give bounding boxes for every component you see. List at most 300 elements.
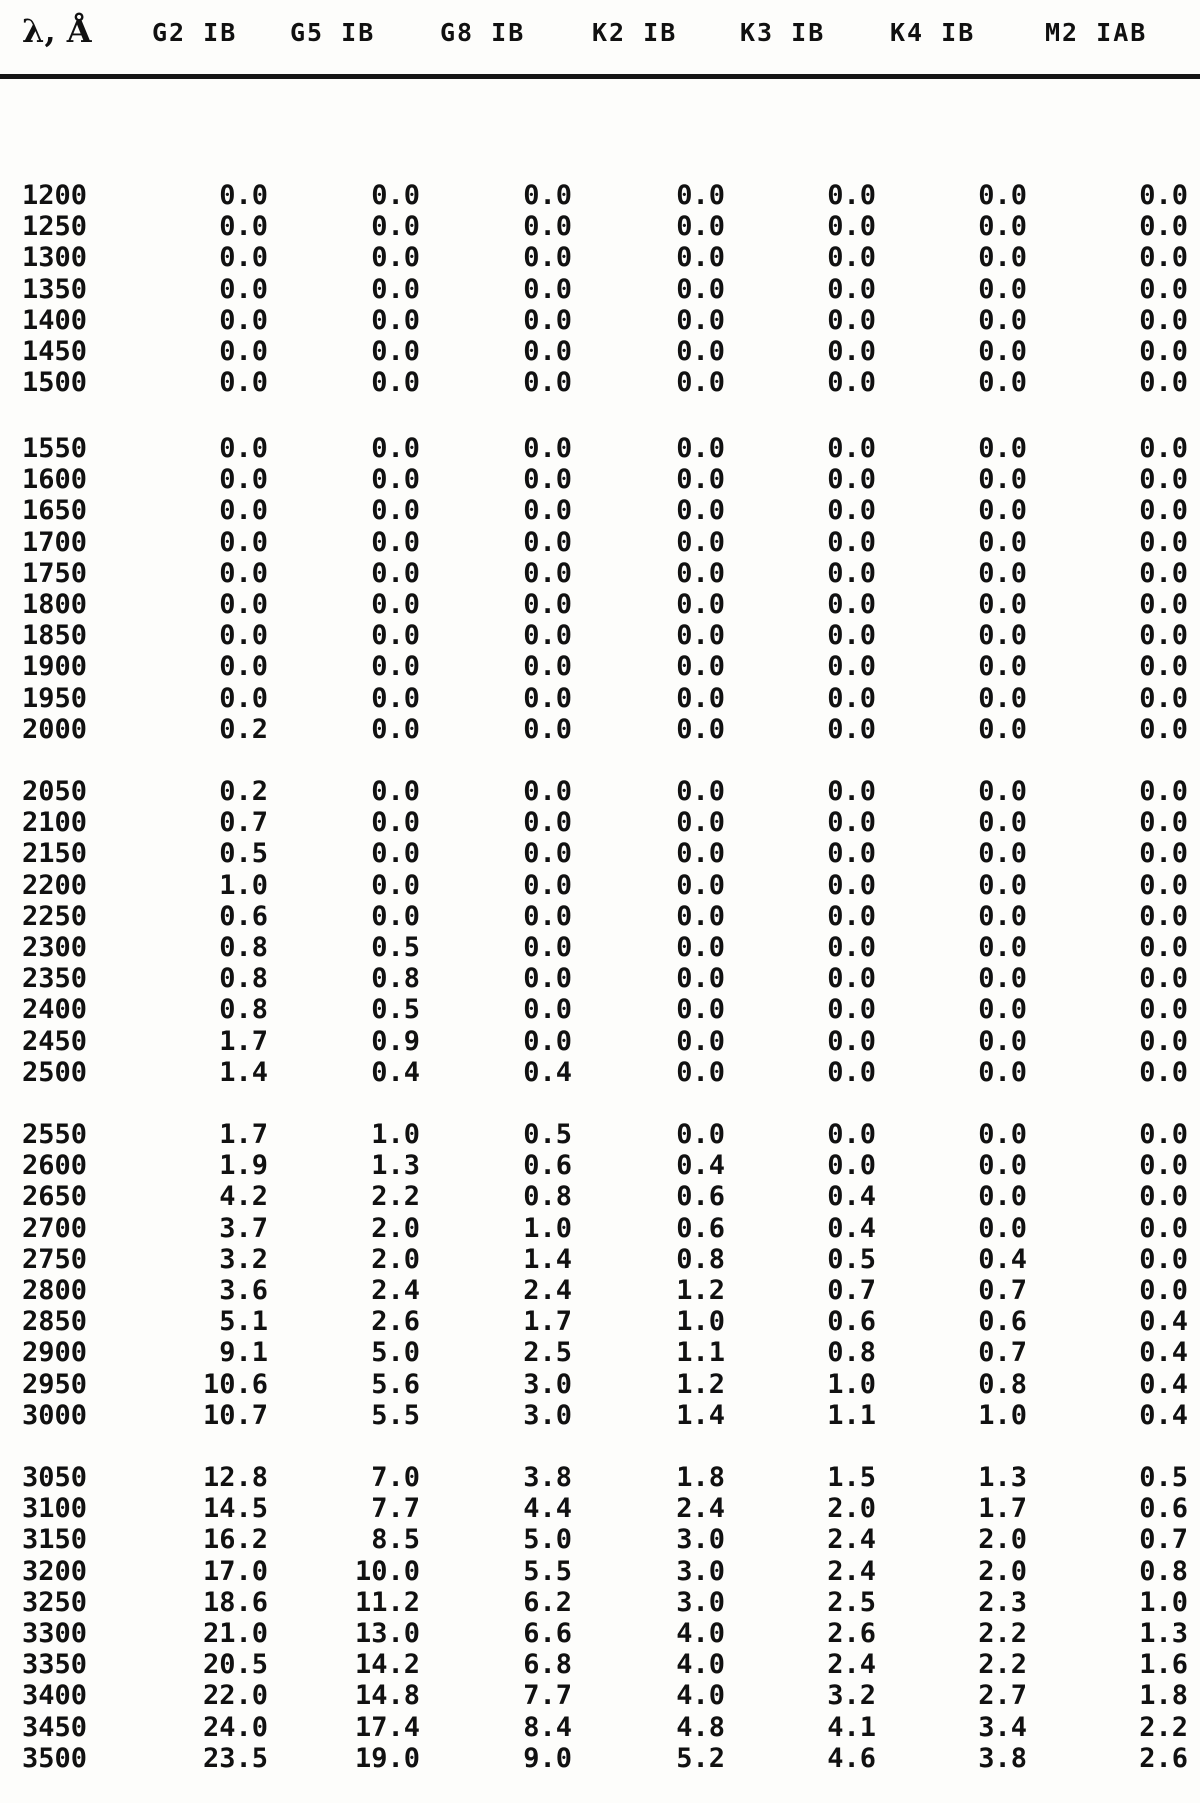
value-cell: 2.4 <box>827 1524 876 1556</box>
wavelength-cell: 1850 <box>22 620 88 652</box>
value-cell: 0.8 <box>219 932 268 963</box>
value-cell: 0.8 <box>371 963 420 995</box>
value-cell: 0.0 <box>371 589 420 620</box>
value-cell: 0.0 <box>371 713 420 745</box>
value-cell: 12.8 <box>202 1462 268 1493</box>
value-cell: 1.3 <box>371 1150 420 1182</box>
value-cell: 0.0 <box>676 336 725 367</box>
value-cell: 0.0 <box>827 336 876 367</box>
value-cell: 2.6 <box>371 1306 420 1338</box>
value-cell: 0.0 <box>523 526 572 558</box>
value-cell: 0.0 <box>1139 336 1188 367</box>
value-cell: 0.7 <box>978 1275 1027 1306</box>
value-cell: 3.6 <box>219 1275 268 1306</box>
wavelength-cell: 1900 <box>22 651 88 683</box>
value-cell: 6.6 <box>523 1618 572 1649</box>
value-cell: 0.0 <box>523 367 572 399</box>
value-cell: 0.0 <box>1139 1150 1188 1182</box>
table-row <box>0 495 1200 526</box>
wavelength-cell: 2550 <box>22 1119 88 1150</box>
value-cell: 2.4 <box>827 1649 876 1681</box>
value-cell: 10.6 <box>202 1368 268 1400</box>
table-row <box>0 963 1200 994</box>
value-cell: 0.0 <box>371 620 420 652</box>
value-cell: 0.0 <box>676 180 725 211</box>
value-cell: 0.0 <box>523 180 572 211</box>
value-cell: 0.0 <box>371 869 420 901</box>
value-cell: 0.0 <box>827 526 876 558</box>
value-cell: 4.0 <box>676 1618 725 1649</box>
value-cell: 2.5 <box>827 1586 876 1618</box>
value-cell: 3.4 <box>978 1711 1027 1743</box>
value-cell: 3.7 <box>219 1212 268 1244</box>
value-cell: 14.5 <box>202 1493 268 1525</box>
wavelength-cell: 2500 <box>22 1056 88 1088</box>
value-cell: 1.4 <box>676 1399 725 1431</box>
wavelength-cell: 2700 <box>22 1212 88 1244</box>
value-cell: 0.0 <box>1139 1243 1188 1275</box>
value-cell: 19.0 <box>354 1742 420 1774</box>
value-cell: 0.0 <box>827 651 876 683</box>
table-row <box>0 807 1200 838</box>
wavelength-cell: 3000 <box>22 1399 88 1431</box>
table-row <box>0 336 1200 367</box>
value-cell: 0.0 <box>827 932 876 963</box>
table-row <box>0 305 1200 336</box>
value-cell: 0.0 <box>1139 807 1188 839</box>
value-cell: 0.0 <box>523 589 572 620</box>
value-cell: 1.8 <box>676 1462 725 1493</box>
wavelength-cell: 2850 <box>22 1306 88 1338</box>
value-cell: 20.5 <box>202 1649 268 1681</box>
value-cell: 21.0 <box>202 1618 268 1649</box>
value-cell: 0.0 <box>371 900 420 932</box>
value-cell: 2.3 <box>978 1586 1027 1618</box>
value-cell: 3.2 <box>219 1243 268 1275</box>
value-cell: 0.0 <box>978 1119 1027 1150</box>
value-cell: 0.8 <box>523 1181 572 1213</box>
value-cell: 0.0 <box>978 776 1027 807</box>
value-cell: 14.8 <box>354 1680 420 1712</box>
value-cell: 0.0 <box>523 433 572 464</box>
value-cell: 0.0 <box>371 433 420 464</box>
value-cell: 0.0 <box>523 838 572 870</box>
table-row <box>0 1369 1200 1400</box>
table-row <box>0 1275 1200 1306</box>
table-row <box>0 683 1200 714</box>
value-cell: 0.6 <box>1139 1493 1188 1525</box>
value-cell: 0.4 <box>827 1212 876 1244</box>
value-cell: 0.0 <box>978 963 1027 995</box>
value-cell: 0.0 <box>1139 776 1188 807</box>
value-cell: 0.0 <box>827 495 876 527</box>
value-cell: 0.0 <box>523 776 572 807</box>
value-cell: 0.0 <box>827 900 876 932</box>
wavelength-cell: 3300 <box>22 1618 88 1649</box>
value-cell: 0.0 <box>523 242 572 274</box>
wavelength-cell: 2250 <box>22 900 88 932</box>
value-cell: 18.6 <box>202 1586 268 1618</box>
value-cell: 1.0 <box>1139 1586 1188 1618</box>
value-cell: 0.0 <box>219 336 268 367</box>
value-cell: 5.5 <box>523 1555 572 1587</box>
value-cell: 2.4 <box>371 1275 420 1306</box>
value-cell: 1.2 <box>676 1275 725 1306</box>
value-cell: 1.0 <box>219 869 268 901</box>
value-cell: 0.0 <box>978 838 1027 870</box>
value-cell: 1.7 <box>523 1306 572 1338</box>
value-cell: 2.6 <box>827 1618 876 1649</box>
header-wavelength: λ, Å <box>22 12 92 50</box>
value-cell: 2.6 <box>1139 1742 1188 1774</box>
value-cell: 2.2 <box>1139 1711 1188 1743</box>
table-row <box>0 1556 1200 1587</box>
value-cell: 0.0 <box>371 273 420 305</box>
value-cell: 1.0 <box>371 1119 420 1150</box>
value-cell: 1.3 <box>978 1462 1027 1493</box>
value-cell: 0.0 <box>978 367 1027 399</box>
value-cell: 1.6 <box>1139 1649 1188 1681</box>
value-cell: 0.0 <box>523 900 572 932</box>
table-row <box>0 932 1200 963</box>
wavelength-cell: 3450 <box>22 1711 88 1743</box>
header-m2-iab: M2 IAB <box>1045 18 1148 47</box>
value-cell: 0.0 <box>1139 557 1188 589</box>
value-cell: 0.0 <box>827 963 876 995</box>
value-cell: 0.0 <box>676 963 725 995</box>
table-row <box>0 838 1200 869</box>
value-cell: 0.0 <box>676 869 725 901</box>
table-row <box>0 1462 1200 1493</box>
value-cell: 0.0 <box>827 304 876 336</box>
value-cell: 1.0 <box>978 1399 1027 1431</box>
value-cell: 0.4 <box>676 1150 725 1182</box>
value-cell: 0.0 <box>676 932 725 963</box>
value-cell: 0.0 <box>827 589 876 620</box>
value-cell: 5.6 <box>371 1368 420 1400</box>
value-cell: 6.8 <box>523 1649 572 1681</box>
value-cell: 0.0 <box>1139 932 1188 963</box>
table-row <box>0 1743 1200 1774</box>
value-cell: 1.5 <box>827 1462 876 1493</box>
value-cell: 0.0 <box>371 242 420 274</box>
value-cell: 0.0 <box>219 433 268 464</box>
value-cell: 5.0 <box>371 1337 420 1369</box>
value-cell: 0.0 <box>978 932 1027 963</box>
value-cell: 0.0 <box>523 464 572 496</box>
wavelength-cell: 3350 <box>22 1649 88 1681</box>
value-cell: 2.0 <box>371 1243 420 1275</box>
value-cell: 23.5 <box>202 1742 268 1774</box>
value-cell: 0.0 <box>371 336 420 367</box>
wavelength-cell: 2350 <box>22 963 88 995</box>
value-cell: 3.2 <box>827 1680 876 1712</box>
value-cell: 0.0 <box>978 273 1027 305</box>
value-cell: 5.1 <box>219 1306 268 1338</box>
table-row <box>0 620 1200 651</box>
value-cell: 0.5 <box>371 932 420 963</box>
wavelength-cell: 2200 <box>22 869 88 901</box>
value-cell: 0.0 <box>371 464 420 496</box>
value-cell: 0.0 <box>676 900 725 932</box>
value-cell: 0.0 <box>1139 589 1188 620</box>
value-cell: 11.2 <box>354 1586 420 1618</box>
value-cell: 10.7 <box>202 1399 268 1431</box>
value-cell: 3.0 <box>676 1524 725 1556</box>
value-cell: 0.0 <box>219 526 268 558</box>
header-g8-ib: G8 IB <box>440 18 526 47</box>
value-cell: 2.2 <box>978 1649 1027 1681</box>
value-cell: 0.0 <box>219 589 268 620</box>
header-k4-ib: K4 IB <box>890 18 976 47</box>
value-cell: 4.0 <box>676 1649 725 1681</box>
value-cell: 0.0 <box>523 651 572 683</box>
table-row <box>0 1213 1200 1244</box>
value-cell: 2.0 <box>978 1555 1027 1587</box>
wavelength-cell: 2400 <box>22 994 88 1026</box>
value-cell: 0.0 <box>978 1181 1027 1213</box>
table-row <box>0 242 1200 273</box>
wavelength-cell: 2800 <box>22 1275 88 1306</box>
wavelength-cell: 2900 <box>22 1337 88 1369</box>
value-cell: 0.8 <box>1139 1555 1188 1587</box>
value-cell: 0.0 <box>676 495 725 527</box>
value-cell: 0.0 <box>978 651 1027 683</box>
value-cell: 0.0 <box>1139 526 1188 558</box>
value-cell: 0.5 <box>219 838 268 870</box>
value-cell: 0.4 <box>371 1056 420 1088</box>
value-cell: 13.0 <box>354 1618 420 1649</box>
value-cell: 2.2 <box>978 1618 1027 1649</box>
value-cell: 1.3 <box>1139 1618 1188 1649</box>
value-cell: 0.7 <box>1139 1524 1188 1556</box>
value-cell: 0.9 <box>371 1025 420 1057</box>
table-row <box>0 1119 1200 1150</box>
value-cell: 0.0 <box>371 557 420 589</box>
value-cell: 0.0 <box>978 495 1027 527</box>
value-cell: 0.0 <box>371 651 420 683</box>
wavelength-cell: 2450 <box>22 1025 88 1057</box>
value-cell: 0.0 <box>676 776 725 807</box>
value-cell: 0.0 <box>219 682 268 714</box>
wavelength-cell: 2150 <box>22 838 88 870</box>
value-cell: 0.0 <box>676 557 725 589</box>
value-cell: 0.0 <box>676 713 725 745</box>
value-cell: 0.0 <box>676 1056 725 1088</box>
value-cell: 22.0 <box>202 1680 268 1712</box>
value-cell: 0.0 <box>676 526 725 558</box>
value-cell: 0.0 <box>676 304 725 336</box>
value-cell: 0.0 <box>523 336 572 367</box>
table-row <box>0 433 1200 464</box>
value-cell: 0.0 <box>219 180 268 211</box>
value-cell: 0.0 <box>827 557 876 589</box>
value-cell: 0.0 <box>371 526 420 558</box>
value-cell: 0.0 <box>978 1056 1027 1088</box>
value-cell: 0.0 <box>1139 1056 1188 1088</box>
value-cell: 0.6 <box>219 900 268 932</box>
value-cell: 0.0 <box>1139 433 1188 464</box>
value-cell: 0.4 <box>523 1056 572 1088</box>
value-cell: 0.4 <box>1139 1399 1188 1431</box>
value-cell: 0.0 <box>676 433 725 464</box>
value-cell: 0.5 <box>523 1119 572 1150</box>
value-cell: 0.4 <box>827 1181 876 1213</box>
value-cell: 0.0 <box>219 242 268 274</box>
value-cell: 0.0 <box>219 620 268 652</box>
value-cell: 7.0 <box>371 1462 420 1493</box>
wavelength-cell: 2600 <box>22 1150 88 1182</box>
value-cell: 0.0 <box>1139 242 1188 274</box>
wavelength-cell: 3200 <box>22 1555 88 1587</box>
value-cell: 0.4 <box>1139 1337 1188 1369</box>
value-cell: 0.0 <box>219 495 268 527</box>
value-cell: 0.8 <box>676 1243 725 1275</box>
value-cell: 0.0 <box>523 273 572 305</box>
value-cell: 3.8 <box>978 1742 1027 1774</box>
value-cell: 0.0 <box>523 807 572 839</box>
value-cell: 0.2 <box>219 776 268 807</box>
value-cell: 0.0 <box>1139 651 1188 683</box>
value-cell: 0.0 <box>978 589 1027 620</box>
value-cell: 3.0 <box>523 1399 572 1431</box>
value-cell: 0.0 <box>1139 1119 1188 1150</box>
value-cell: 0.0 <box>1139 464 1188 496</box>
value-cell: 0.0 <box>978 211 1027 243</box>
wavelength-cell: 2750 <box>22 1243 88 1275</box>
value-cell: 4.1 <box>827 1711 876 1743</box>
value-cell: 0.5 <box>371 994 420 1026</box>
value-cell: 0.0 <box>978 526 1027 558</box>
value-cell: 6.2 <box>523 1586 572 1618</box>
table-row <box>0 1649 1200 1680</box>
table-row <box>0 211 1200 242</box>
value-cell: 0.0 <box>978 713 1027 745</box>
table-row <box>0 1150 1200 1181</box>
value-cell: 0.0 <box>1139 682 1188 714</box>
value-cell: 1.1 <box>676 1337 725 1369</box>
wavelength-cell: 1450 <box>22 336 88 367</box>
value-cell: 0.0 <box>371 682 420 714</box>
value-cell: 0.0 <box>827 776 876 807</box>
wavelength-cell: 2650 <box>22 1181 88 1213</box>
value-cell: 4.4 <box>523 1493 572 1525</box>
wavelength-cell: 2100 <box>22 807 88 839</box>
value-cell: 0.0 <box>1139 869 1188 901</box>
value-cell: 0.4 <box>1139 1306 1188 1338</box>
table-row <box>0 1618 1200 1649</box>
value-cell: 3.0 <box>523 1368 572 1400</box>
value-cell: 0.8 <box>978 1368 1027 1400</box>
value-cell: 0.0 <box>676 838 725 870</box>
table-row <box>0 274 1200 305</box>
value-cell: 0.5 <box>1139 1462 1188 1493</box>
table-row <box>0 994 1200 1025</box>
value-cell: 0.0 <box>523 994 572 1026</box>
value-cell: 0.7 <box>827 1275 876 1306</box>
wavelength-cell: 1250 <box>22 211 88 243</box>
value-cell: 0.7 <box>219 807 268 839</box>
value-cell: 0.0 <box>978 807 1027 839</box>
value-cell: 17.4 <box>354 1711 420 1743</box>
value-cell: 0.6 <box>827 1306 876 1338</box>
wavelength-cell: 3400 <box>22 1680 88 1712</box>
value-cell: 0.0 <box>1139 304 1188 336</box>
value-cell: 1.7 <box>219 1119 268 1150</box>
value-cell: 0.0 <box>676 651 725 683</box>
header-g5-ib: G5 IB <box>290 18 376 47</box>
value-cell: 0.0 <box>827 1056 876 1088</box>
table-row <box>0 651 1200 682</box>
value-cell: 0.0 <box>371 367 420 399</box>
table-row <box>0 1680 1200 1711</box>
value-cell: 0.0 <box>1139 1181 1188 1213</box>
value-cell: 1.4 <box>523 1243 572 1275</box>
table-row <box>0 1712 1200 1743</box>
value-cell: 0.0 <box>523 304 572 336</box>
value-cell: 0.0 <box>676 807 725 839</box>
value-cell: 0.0 <box>827 682 876 714</box>
value-cell: 0.0 <box>523 211 572 243</box>
value-cell: 3.0 <box>676 1586 725 1618</box>
wavelength-cell: 1550 <box>22 433 88 464</box>
value-cell: 0.0 <box>827 1025 876 1057</box>
value-cell: 0.0 <box>827 838 876 870</box>
wavelength-cell: 3250 <box>22 1586 88 1618</box>
value-cell: 0.0 <box>676 1119 725 1150</box>
value-cell: 0.0 <box>523 869 572 901</box>
value-cell: 0.0 <box>676 682 725 714</box>
wavelength-cell: 1750 <box>22 557 88 589</box>
table-row <box>0 1400 1200 1431</box>
value-cell: 0.0 <box>676 1025 725 1057</box>
value-cell: 0.0 <box>827 620 876 652</box>
table-row <box>0 870 1200 901</box>
value-cell: 0.0 <box>219 211 268 243</box>
table-row <box>0 1181 1200 1212</box>
value-cell: 0.0 <box>523 932 572 963</box>
value-cell: 0.7 <box>978 1337 1027 1369</box>
value-cell: 0.0 <box>978 242 1027 274</box>
value-cell: 0.0 <box>827 807 876 839</box>
value-cell: 0.0 <box>219 273 268 305</box>
wavelength-cell: 3150 <box>22 1524 88 1556</box>
value-cell: 0.0 <box>1139 495 1188 527</box>
value-cell: 4.8 <box>676 1711 725 1743</box>
wavelength-cell: 1500 <box>22 367 88 399</box>
value-cell: 0.0 <box>219 557 268 589</box>
value-cell: 5.2 <box>676 1742 725 1774</box>
value-cell: 0.8 <box>219 994 268 1026</box>
value-cell: 0.0 <box>1139 1025 1188 1057</box>
value-cell: 1.8 <box>1139 1680 1188 1712</box>
value-cell: 0.8 <box>827 1337 876 1369</box>
value-cell: 0.4 <box>978 1243 1027 1275</box>
value-cell: 0.0 <box>1139 1212 1188 1244</box>
value-cell: 9.0 <box>523 1742 572 1774</box>
value-cell: 0.0 <box>523 495 572 527</box>
value-cell: 0.0 <box>827 367 876 399</box>
value-cell: 0.6 <box>676 1181 725 1213</box>
value-cell: 0.0 <box>676 620 725 652</box>
value-cell: 0.0 <box>1139 211 1188 243</box>
value-cell: 0.0 <box>978 682 1027 714</box>
wavelength-cell: 1350 <box>22 273 88 305</box>
value-cell: 0.0 <box>827 994 876 1026</box>
value-cell: 0.0 <box>1139 620 1188 652</box>
table-row <box>0 180 1200 211</box>
value-cell: 9.1 <box>219 1337 268 1369</box>
